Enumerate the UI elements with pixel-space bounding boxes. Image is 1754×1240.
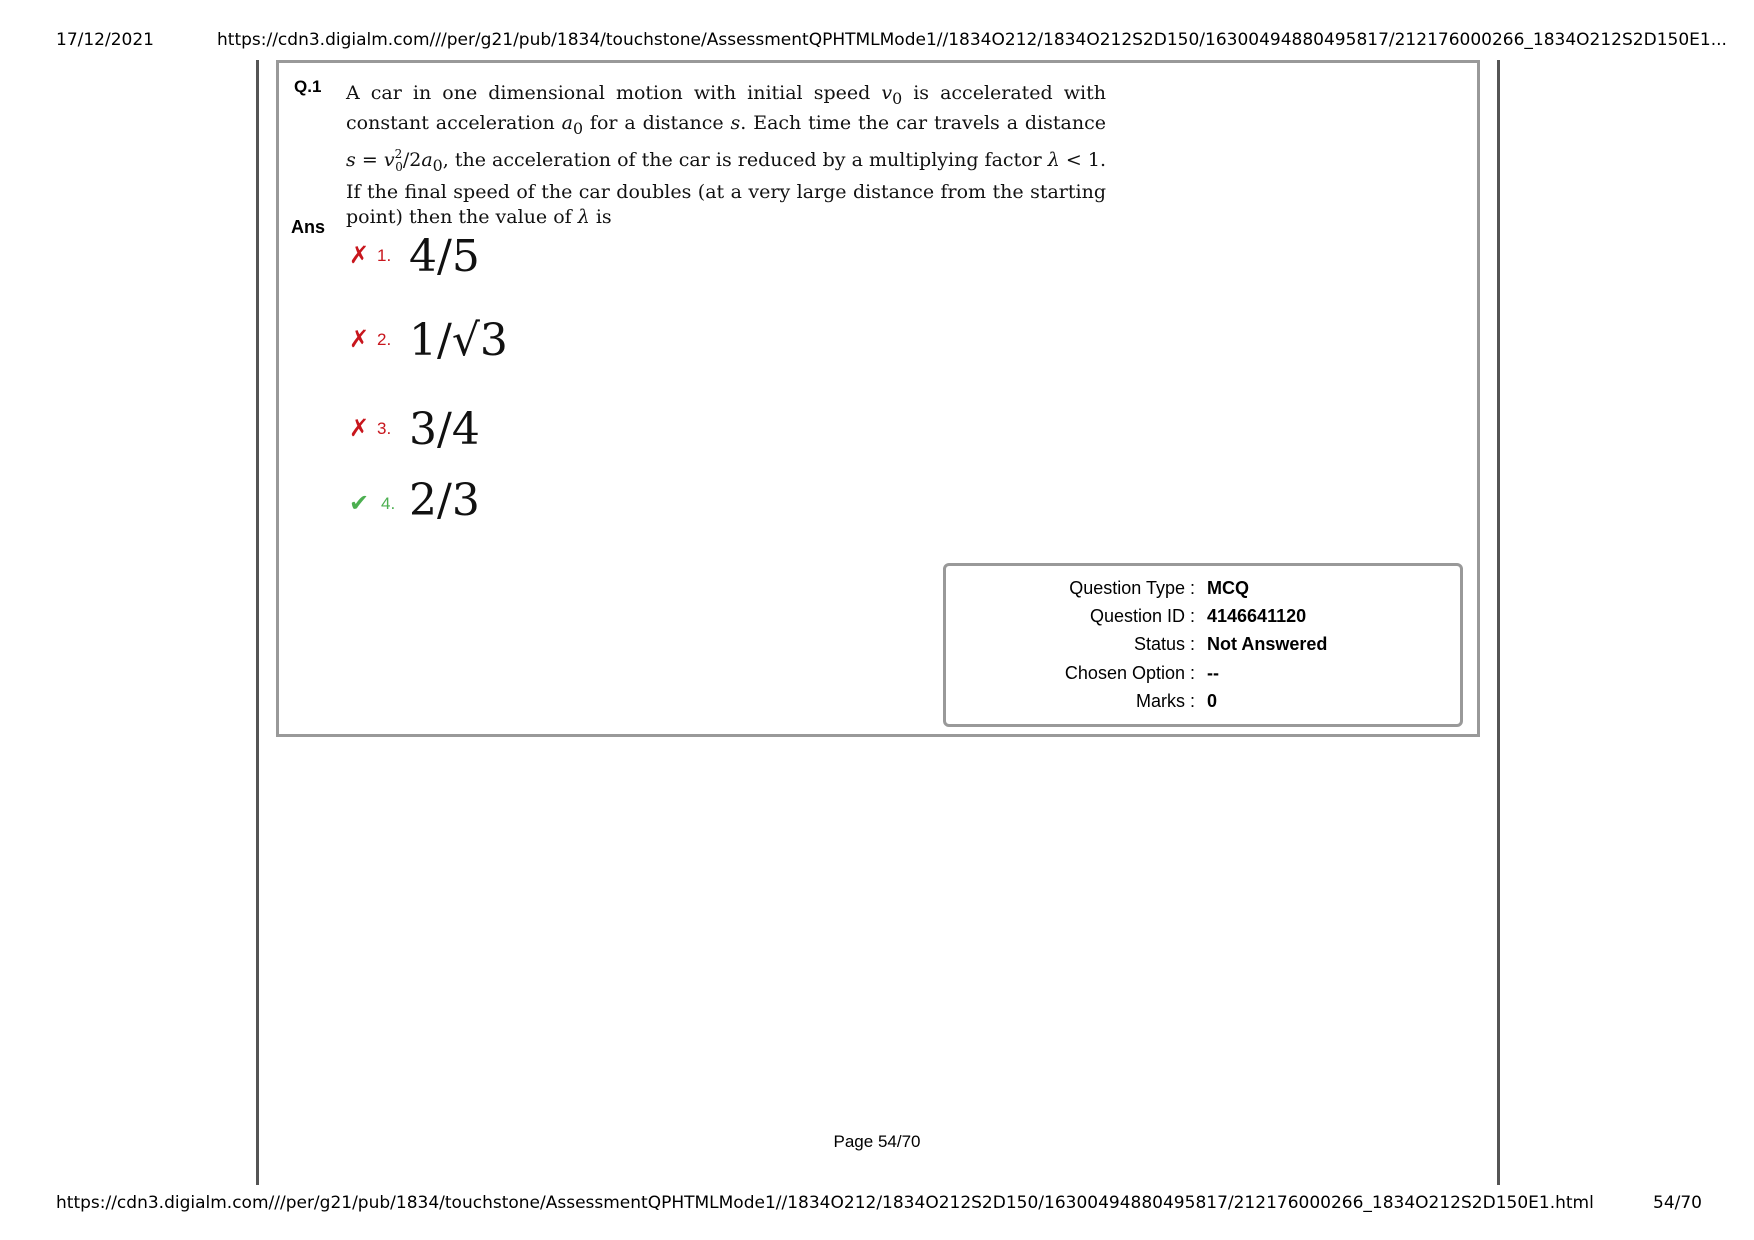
info-label: Marks : — [1135, 691, 1195, 711]
page-frame-left-border — [256, 60, 259, 1185]
option-value: 1/√3 — [409, 315, 508, 366]
info-value: Not Answered — [1207, 634, 1328, 654]
info-value: -- — [1207, 663, 1219, 683]
print-date: 17/12/2021 — [56, 30, 154, 50]
wrong-mark-icon: ✗ — [349, 241, 370, 269]
wrong-mark-icon: ✗ — [349, 414, 370, 442]
info-value: 4146641120 — [1207, 606, 1307, 626]
question-info-box — [943, 563, 1463, 727]
print-footer — [0, 1193, 1754, 1217]
info-row-question-id — [946, 606, 1460, 632]
option-number: 1. — [377, 246, 392, 265]
wrong-mark-icon: ✗ — [349, 325, 370, 353]
page-number: Page 54/70 — [833, 1132, 921, 1151]
option-value: 2/3 — [409, 475, 480, 526]
info-row-question-type — [946, 578, 1460, 604]
question-number: Q.1 — [294, 77, 322, 96]
info-row-marks — [946, 691, 1460, 717]
info-value: MCQ — [1207, 578, 1249, 598]
option-number: 2. — [377, 330, 392, 349]
option-value: 3/4 — [409, 404, 480, 455]
question-box — [276, 60, 1480, 737]
option-number: 3. — [377, 419, 392, 438]
info-label: Chosen Option : — [1064, 663, 1195, 683]
question-text: A car in one dimensional motion with initial speed $v_0$ is accelerated with constant acceleration $a_0$ for a distance s. Each time the car travels a distance $s = v^2_0/2a_0$, the acceleration of the car is reduced by a multiplying factor λ < 1. If the final speed of the car doubles (at a very large distance from the starting point) then the value of λ is — [346, 82, 1107, 229]
info-label: Status : — [1133, 634, 1195, 654]
info-row-chosen-option — [946, 663, 1460, 689]
info-label: Question Type : — [1069, 578, 1195, 598]
answer-label: Ans — [291, 217, 326, 237]
info-row-status — [946, 634, 1460, 660]
print-header-url: https://cdn3.digialm.com///per/g21/pub/1834/touchstone/AssessmentQPHTMLMode1//1834O212/1834O212S2D150/16300494880495817/212176000266_1834O212S2D150E1... — [217, 30, 1727, 50]
print-page-count: 54/70 — [1653, 1193, 1702, 1213]
print-header — [0, 30, 1754, 54]
info-label: Question ID : — [1089, 606, 1195, 626]
check-mark-icon: ✔ — [349, 489, 370, 517]
page-frame-right-border — [1497, 60, 1500, 1185]
option-number: 4. — [381, 494, 396, 513]
info-value: 0 — [1207, 691, 1218, 711]
print-footer-url: https://cdn3.digialm.com///per/g21/pub/1834/touchstone/AssessmentQPHTMLMode1//1834O212/1834O212S2D150/16300494880495817/212176000266_1834O212S2D150E1.html — [56, 1193, 1594, 1213]
option-value: 4/5 — [409, 231, 480, 282]
